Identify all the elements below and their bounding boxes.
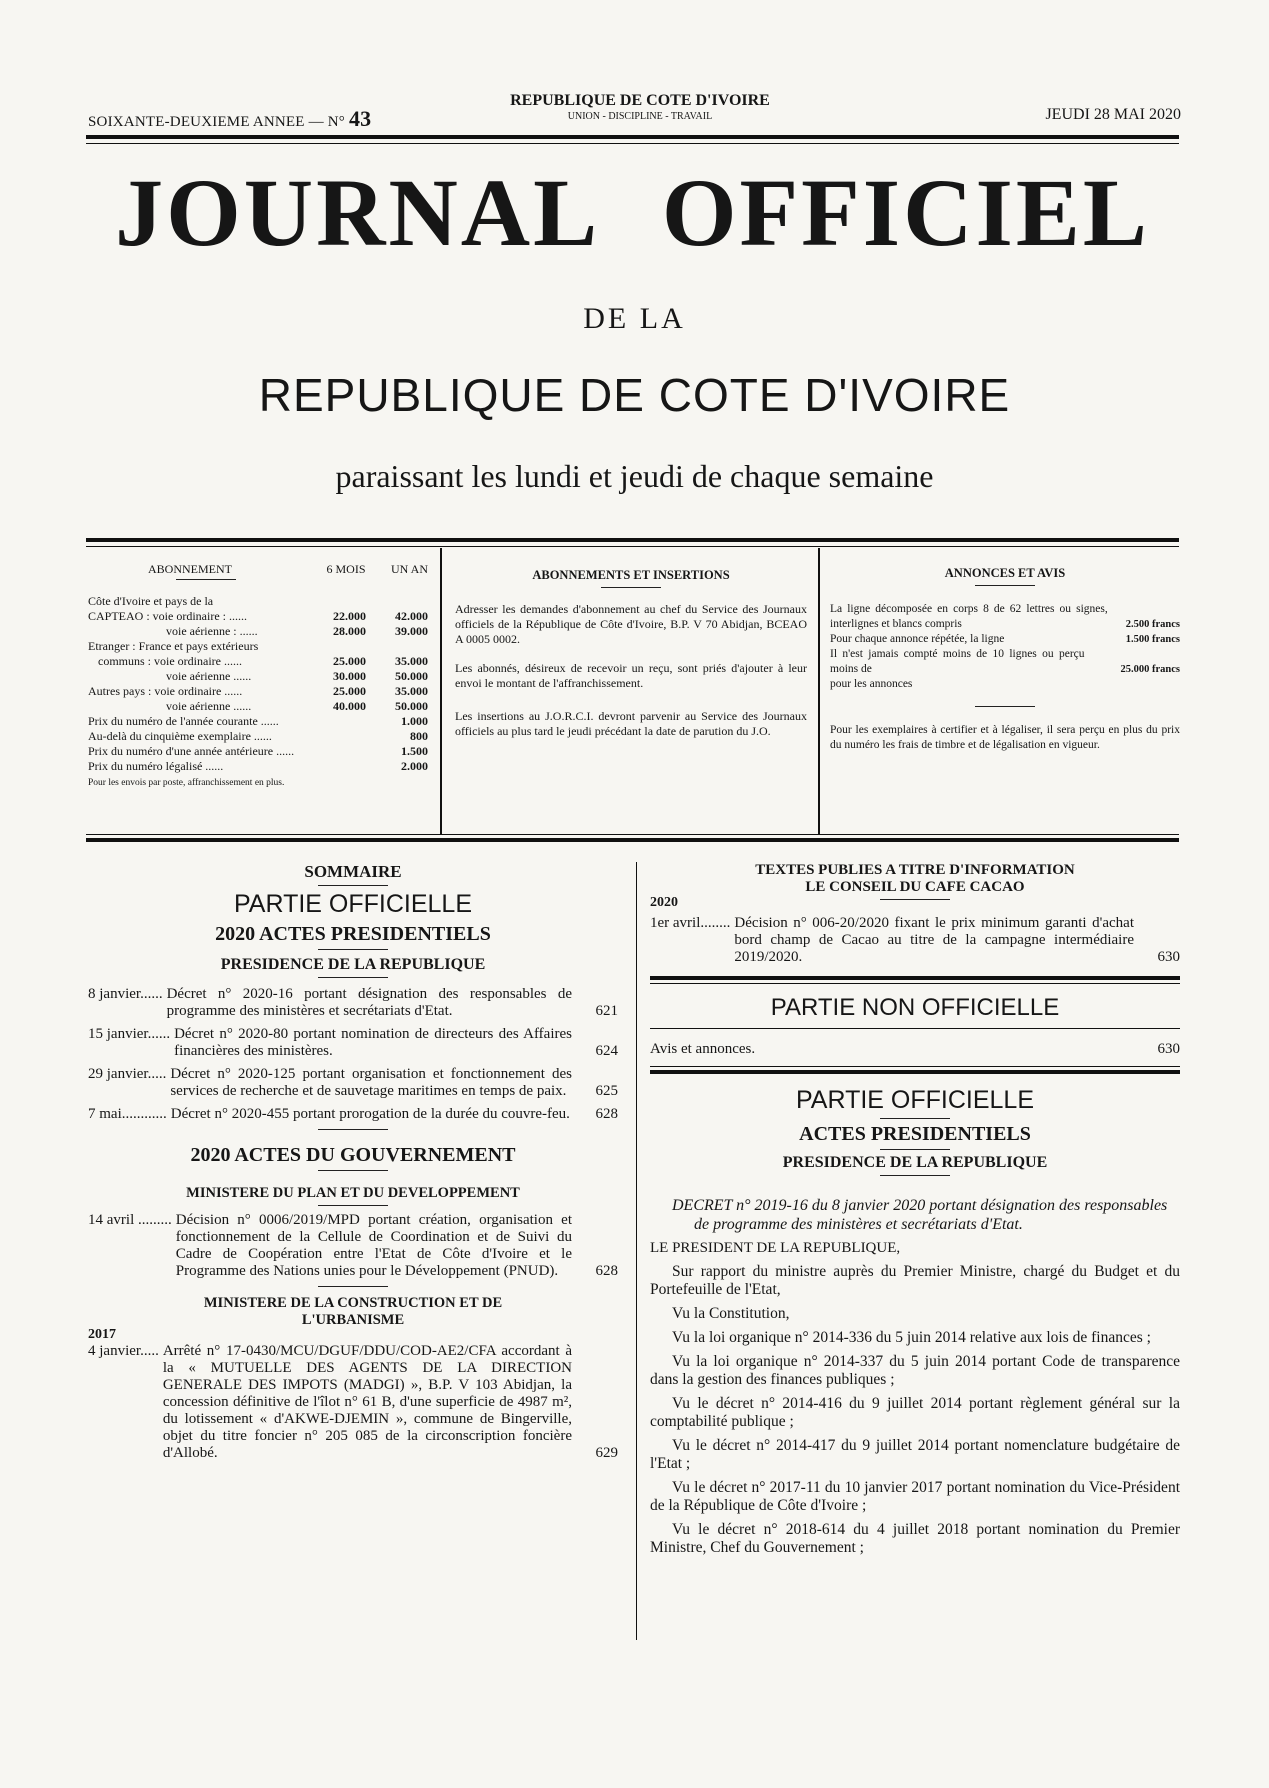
decret-paragraph: Vu la Constitution, (672, 1305, 790, 1322)
sommaire-title: SOMMAIRE (304, 862, 402, 881)
issue-number: 43 (348, 106, 372, 131)
abonnement-row (88, 669, 428, 684)
abonnement-row (88, 729, 428, 744)
left-column (88, 862, 618, 1468)
abonnement-row-label: Autres pays : voie ordinaire ...... (88, 684, 243, 698)
year-label: SOIXANTE-DEUXIEME ANNEE — N° (88, 114, 345, 130)
decret-paragraphs (650, 1263, 1180, 1557)
abonnement-row-label: Côte d'Ivoire et pays de la (88, 594, 214, 608)
conseil-cafe-cacao: LE CONSEIL DU CAFE CACAO (805, 879, 1025, 895)
abonnement-an-value: 50.000 (395, 699, 428, 713)
abonnement-row (88, 624, 428, 639)
entry-date: 7 mai............ (88, 1106, 167, 1122)
box-divider-2 (818, 548, 820, 834)
annonces-line3b: pour les annonces (830, 678, 913, 690)
year-2017: 2017 (88, 1327, 116, 1342)
decret-paragraph: Vu le décret n° 2014-416 du 9 juillet 2014 portant règlement général sur la comptabilité publique ; (650, 1395, 1180, 1430)
abonnement-an-value: 1.500 (401, 744, 428, 758)
issue-year (88, 106, 371, 132)
presidence-entries (88, 986, 618, 1123)
sommaire-entry (88, 986, 618, 1020)
rule-right-2 (650, 1028, 1180, 1029)
abonnement-row-label: CAPTEAO : voie ordinaire : ...... (88, 609, 247, 623)
entry-date: 29 janvier..... (88, 1066, 167, 1082)
abonnement-row-label: Prix du numéro de l'année courante ...... (88, 714, 279, 728)
annonces-line1: La ligne décomposée en corps 8 de 62 lettres ou signes, interlignes et blancs compris (830, 603, 1108, 630)
rule-right-1 (650, 976, 1180, 980)
abonnement-row-label: Prix du numéro d'une année antérieure ...... (88, 744, 295, 758)
box-bottom-rule (86, 838, 1179, 842)
abonnement-an-value: 35.000 (395, 684, 428, 698)
partie-officielle-left: PARTIE OFFICIELLE (233, 890, 473, 918)
rule-j (880, 1175, 950, 1176)
right-column (650, 862, 1180, 1563)
abonnement-6mois-value: 22.000 (333, 609, 366, 623)
annonces-line2: Pour chaque annonce répétée, la ligne (830, 633, 1005, 645)
masthead-republic: REPUBLIQUE DE COTE D'IVOIRE (258, 369, 1011, 421)
abonnement-box (88, 562, 428, 791)
entry-text: Décret n° 2020-80 portant nomination de directeurs des Affaires financières des ministères. (174, 1026, 572, 1059)
box-top-rule (86, 538, 1179, 542)
partie-officielle-right: PARTIE OFFICIELLE (795, 1086, 1035, 1114)
decret-paragraph: Vu le décret n° 2014-417 du 9 juillet 2014 portant nomenclature budgétaire de l'Etat ; (650, 1437, 1180, 1472)
abonnement-an-value: 50.000 (395, 669, 428, 683)
box-bottom-rule-thin (86, 834, 1179, 835)
sommaire-entry (650, 915, 1180, 966)
issue-date: JEUDI 28 MAI 2020 (1045, 106, 1181, 123)
abonnement-an-value: 800 (410, 729, 428, 743)
entry-page: 628 (595, 1106, 618, 1122)
abonnement-row-label: Etranger : France et pays extérieurs (88, 639, 259, 653)
insertions-underline (601, 587, 661, 588)
entry-date: 4 janvier..... (88, 1343, 159, 1359)
sommaire-entry (88, 1212, 618, 1280)
abonnement-row (88, 744, 428, 759)
annonces-price2: 1.500 francs (1125, 634, 1180, 645)
republic-name: REPUBLIQUE DE COTE D'IVOIRE (510, 92, 770, 109)
col-6mois: 6 MOIS (326, 562, 366, 576)
year-2020: 2020 (650, 895, 678, 910)
partie-non-officielle: PARTIE NON OFFICIELLE (770, 994, 1060, 1021)
sommaire-entry (88, 1066, 618, 1100)
decret-paragraph: Vu la loi organique n° 2014-336 du 5 juin 2014 relative aux lois de finances ; (672, 1329, 1151, 1346)
entry-text: Arrêté n° 17-0430/MCU/DGUF/DDU/COD-AE2/CFA accordant à la « MUTUELLE DES AGENTS DE LA DIRECTION GENERALE DES IMPOTS (MADGI) », B.P. V 103 Abidjan, la concession définitive de l'îlot n° 61 B, d'une superficie de 4987 m², du lotissement « d'AKWE-DJEMIN », commune de Bingerville, objet du titre foncier n° 205 085 de la circonscription foncière d'Allobé. (162, 1343, 572, 1461)
abonnement-6mois-value: 25.000 (333, 654, 366, 668)
abonnement-6mois-value: 28.000 (333, 624, 366, 638)
decret-title: DECRET n° 2019-16 du 8 janvier 2020 portant désignation des responsables de programme des ministères et secrétariats d'Etat. (672, 1197, 1168, 1233)
column-divider (636, 862, 637, 1640)
ministere-construction: MINISTERE DE LA CONSTRUCTION ET DE L'URBANISME (203, 1295, 503, 1328)
abonnement-an-value: 2.000 (401, 759, 428, 773)
abonnement-row (88, 594, 428, 609)
entry-text: Décret n° 2020-125 portant organisation et fonctionnement des services de recherche et de sauvetage maritimes en temps de paix. (170, 1066, 572, 1099)
annonces-underline (975, 585, 1035, 586)
sommaire-rule (318, 885, 388, 886)
entry-date: 15 janvier...... (88, 1026, 171, 1042)
abonnement-row (88, 639, 428, 654)
rule-b (318, 977, 388, 978)
entry-text: Décret n° 2020-16 portant désignation des responsables de programme des ministères et secrétariats d'Etat. (166, 986, 572, 1019)
abonnement-an-value: 42.000 (395, 609, 428, 623)
masthead-frequency: paraissant les lundi et jeudi de chaque semaine (335, 458, 934, 494)
abonnement-an-value: 1.000 (401, 714, 428, 728)
plan-entries (88, 1212, 618, 1280)
decret-paragraph: Vu le décret n° 2018-614 du 4 juillet 2018 portant nomination du Premier Ministre, Chef du Gouvernement ; (650, 1521, 1180, 1556)
rule-h (880, 1118, 950, 1119)
masthead-de-la: DE LA (583, 302, 686, 335)
annonces-price1: 2.500 francs (1125, 619, 1180, 630)
avis-annonces-row (650, 1041, 1180, 1058)
avis-annonces-label: Avis et annonces. (650, 1041, 756, 1057)
rule-right-1b (650, 983, 1180, 984)
actes-gouvernement: 2020 ACTES DU GOUVERNEMENT (190, 1144, 516, 1166)
abonnement-row (88, 684, 428, 699)
textes-publies-head: TEXTES PUBLIES A TITRE D'INFORMATION (755, 862, 1075, 878)
abonnement-an-value: 39.000 (395, 624, 428, 638)
masthead-title: JOURNAL OFFICIEL (115, 159, 1150, 266)
decret-paragraph: Sur rapport du ministre auprès du Premier Ministre, chargé du Budget et du Portefeuille de l'Etat, (650, 1263, 1180, 1298)
annonces-note: Pour les exemplaires à certifier et à légaliser, il sera perçu en plus du prix du numéro les frais de timbre et de légalisation en vigueur. (830, 724, 1180, 751)
header-rule (86, 135, 1179, 139)
ministere-plan: MINISTERE DU PLAN ET DU DEVELOPPEMENT (186, 1185, 520, 1201)
entry-page: 624 (595, 1043, 618, 1059)
president-line: LE PRESIDENT DE LA REPUBLIQUE, (650, 1240, 901, 1256)
rule-c (318, 1129, 388, 1130)
abonnement-row (88, 654, 428, 669)
decret-paragraph: Vu la loi organique n° 2014-337 du 5 juin 2014 portant Code de transparence dans la gestion des finances publiques ; (650, 1353, 1180, 1388)
entry-page: 628 (595, 1263, 618, 1279)
entry-text: Décision n° 0006/2019/MPD portant création, organisation et fonctionnement de la Cellule de Coordination et de Suivi du Cadre de Coopération entre l'Etat de Côte d'Ivoire et le Programme des Nations unies pour le Développement (PNUD). (175, 1212, 572, 1279)
abonnement-6mois-value: 30.000 (333, 669, 366, 683)
presidence-left: PRESIDENCE DE LA REPUBLIQUE (220, 956, 486, 973)
insertions-p2: Les abonnés, désireux de recevoir un reçu, sont priés d'ajouter à leur envoi le montant de l'affranchissement. (455, 661, 807, 690)
entry-page: 621 (595, 1003, 618, 1019)
box-top-rule-thin (86, 546, 1179, 547)
rule-right-3b (650, 1070, 1180, 1074)
insertions-box (455, 568, 807, 739)
annonces-line3: Il n'est jamais compté moins de 10 lignes ou perçu moins de (830, 648, 1085, 675)
abonnement-6mois-value: 40.000 (333, 699, 366, 713)
rule-e (318, 1205, 388, 1206)
presidence-right: PRESIDENCE DE LA REPUBLIQUE (782, 1154, 1048, 1171)
annonces-rule (975, 706, 1035, 707)
entry-page: 625 (595, 1083, 618, 1099)
insertions-p1: Adresser les demandes d'abonnement au chef du Service des Journaux officiels de la République de Côte d'Ivoire, B.P. V 70 Abidjan, BCEAO A 0005 0002. (455, 602, 807, 646)
abonnement-head: ABONNEMENT (148, 562, 232, 576)
abonnement-rows (88, 594, 428, 774)
abonnement-row-label: voie aérienne ...... (166, 699, 252, 713)
entry-text: Décision n° 006-20/2020 fixant le prix minimum garanti d'achat bord champ de Cacao au titre de la campagne intermédiaire 2019/2020. (734, 915, 1134, 965)
annonces-price3: 25.000 francs (1120, 664, 1180, 675)
col-un-an: UN AN (390, 562, 428, 576)
rule-i (880, 1149, 950, 1150)
header-rule-thin (86, 143, 1179, 144)
entry-page: 630 (1157, 949, 1180, 965)
actes-presidentiels-right: ACTES PRESIDENTIELS (799, 1123, 1031, 1145)
abonnement-row (88, 714, 428, 729)
abonnement-row-label: voie aérienne ...... (166, 669, 252, 683)
abonnement-row (88, 759, 428, 774)
abonnement-row (88, 609, 428, 624)
entry-date: 14 avril ......... (88, 1212, 172, 1228)
annonces-head: ANNONCES ET AVIS (944, 566, 1066, 580)
entry-page: 629 (595, 1445, 618, 1461)
entry-text: Décret n° 2020-455 portant prorogation de la durée du couvre-feu. (170, 1106, 570, 1122)
abonnement-row-label: voie aérienne : ...... (166, 624, 258, 638)
abonnement-6mois-value: 25.000 (333, 684, 366, 698)
republic-header (440, 92, 840, 122)
cafe-entries (650, 915, 1180, 966)
motto: UNION - DISCIPLINE - TRAVAIL (567, 111, 713, 122)
insertions-p3: Les insertions au J.O.R.C.I. devront parvenir au Service des Journaux officiels au plus tard le jeudi précédant la date de parution du J.O. (455, 709, 807, 738)
actes-presidentiels-left: 2020 ACTES PRESIDENTIELS (215, 923, 491, 945)
box-divider-1 (440, 548, 442, 834)
rule-right-3 (650, 1066, 1180, 1067)
abonnement-underline (176, 579, 236, 580)
abonnement-row (88, 699, 428, 714)
sommaire-entry (88, 1106, 618, 1123)
entry-date: 1er avril........ (650, 915, 731, 931)
rule-d (318, 1170, 388, 1171)
abonnement-row-label: Prix du numéro légalisé ...... (88, 759, 224, 773)
abonnement-row-label: Au-delà du cinquième exemplaire ...... (88, 729, 272, 743)
sommaire-entry (88, 1343, 618, 1462)
construction-entries (88, 1343, 618, 1462)
rule-a (318, 949, 388, 950)
abonnement-row-label: communs : voie ordinaire ...... (98, 654, 242, 668)
annonces-box (830, 566, 1180, 753)
decret-paragraph: Vu le décret n° 2017-11 du 10 janvier 2017 portant nomination du Vice-Président de la République de Côte d'Ivoire ; (650, 1479, 1180, 1514)
sommaire-entry (88, 1026, 618, 1060)
abonnement-an-value: 35.000 (395, 654, 428, 668)
abonnement-note: Pour les envois par poste, affranchissement en plus. (88, 778, 285, 788)
rule-f (318, 1286, 388, 1287)
insertions-head: ABONNEMENTS ET INSERTIONS (532, 568, 730, 582)
avis-annonces-page: 630 (1157, 1041, 1180, 1057)
entry-date: 8 janvier...... (88, 986, 163, 1002)
